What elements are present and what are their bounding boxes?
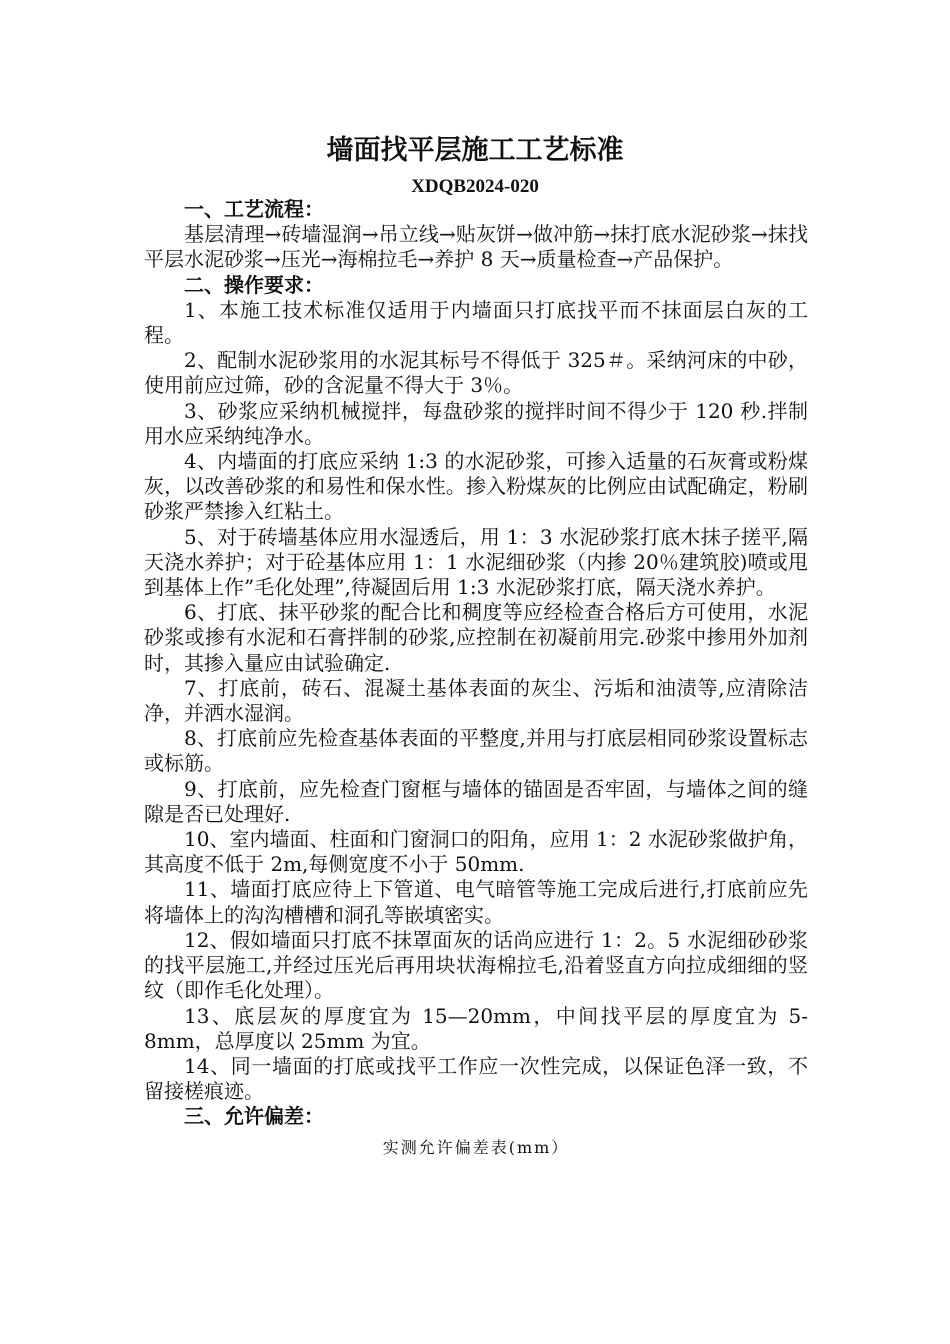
operation-item-11: 11、墙面打底应待上下管道、电气暗管等施工完成后进行,打底前应先将墙体上的沟沟槽槽和洞孔等嵌填密实。	[144, 877, 808, 927]
operation-item-1: 1、本施工技术标准仅适用于内墙面只打底找平而不抹面层白灰的工程。	[144, 297, 808, 348]
section-heading-operation: 二、操作要求：	[184, 272, 324, 297]
document-body	[144, 197, 808, 1159]
operation-item-9: 9、打底前，应先检查门窗框与墙体的锚固是否牢固，与墙体之间的缝隙是否已处理好.	[144, 776, 808, 826]
operation-item-5: 5、对于砖墙基体应用水湿透后，用 1：3 水泥砂浆打底木抹子搓平,隔天浇水养护；对于砼基体应用 1：1 水泥细砂浆（内掺 20％建筑胶)喷或甩到基体上作”毛化处理”,待凝固后用 1:3 水泥砂浆打底，隔天浇水养护。	[144, 524, 808, 600]
document-code: XDQB2024-020	[411, 176, 539, 197]
operation-item-10: 10、室内墙面、柱面和门窗洞口的阳角，应用 1：2 水泥砂浆做护角，其高度不低于 2m,每侧宽度不小于 50mm.	[144, 827, 808, 877]
process-flow-text: 基层清理→砖墙湿润→吊立线→贴灰饼→做冲筋→抹打底水泥砂浆→抹找平层水泥砂浆→压光→海棉拉毛→养护 8 天→质量检查→产品保护。	[144, 222, 808, 272]
tolerance-table-caption: 实测允许偏差表(mm）	[382, 1137, 570, 1157]
operation-item-3: 3、砂浆应采纳机械搅拌，每盘砂浆的搅拌时间不得少于 120 秒.拌制用水应采纳纯净水。	[144, 398, 808, 448]
operation-item-2: 2、配制水泥砂浆用的水泥其标号不得低于 325＃。采纳河床的中砂，使用前应过筛，砂的含泥量不得大于 3％。	[144, 348, 808, 398]
operation-item-7: 7、打底前，砖石、混凝土基体表面的灰尘、污垢和油渍等,应清除洁净，并洒水湿润。	[144, 675, 808, 726]
operation-item-4: 4、内墙面的打底应采纳 1:3 的水泥砂浆，可掺入适量的石灰膏或粉煤灰，以改善砂浆的和易性和保水性。掺入粉煤灰的比例应由试配确定，粉刷砂浆严禁掺入红粘土。	[144, 449, 808, 524]
operation-item-12: 12、假如墙面只打底不抹罩面灰的话尚应进行 1：2。5 水泥细砂砂浆的找平层施工,并经过压光后再用块状海棉拉毛,沿着竖直方向拉成细细的竖纹（即作毛化处理）。	[144, 927, 808, 1003]
operation-item-14: 14、同一墙面的打底或找平工作应一次性完成，以保证色泽一致，不留接槎痕迹。	[144, 1053, 808, 1104]
operation-item-13: 13、底层灰的厚度宜为 15—20mm，中间找平层的厚度宜为 5-8mm，总厚度以 25mm 为宜。	[144, 1003, 808, 1053]
document-title: 墙面找平层施工工艺标准	[326, 135, 624, 166]
operation-item-6: 6、打底、抹平砂浆的配合比和稠度等应经检查合格后方可使用，水泥砂浆或掺有水泥和石膏拌制的砂浆,应控制在初凝前用完.砂浆中掺用外加剂时，其掺入量应由试验确定.	[144, 600, 808, 675]
section-heading-process: 一、工艺流程：	[184, 197, 324, 221]
section-heading-tolerance: 三、允许偏差：	[184, 1104, 324, 1129]
operation-item-8: 8、打底前应先检查基体表面的平整度,并用与打底层相同砂浆设置标志或标筋。	[144, 726, 808, 776]
